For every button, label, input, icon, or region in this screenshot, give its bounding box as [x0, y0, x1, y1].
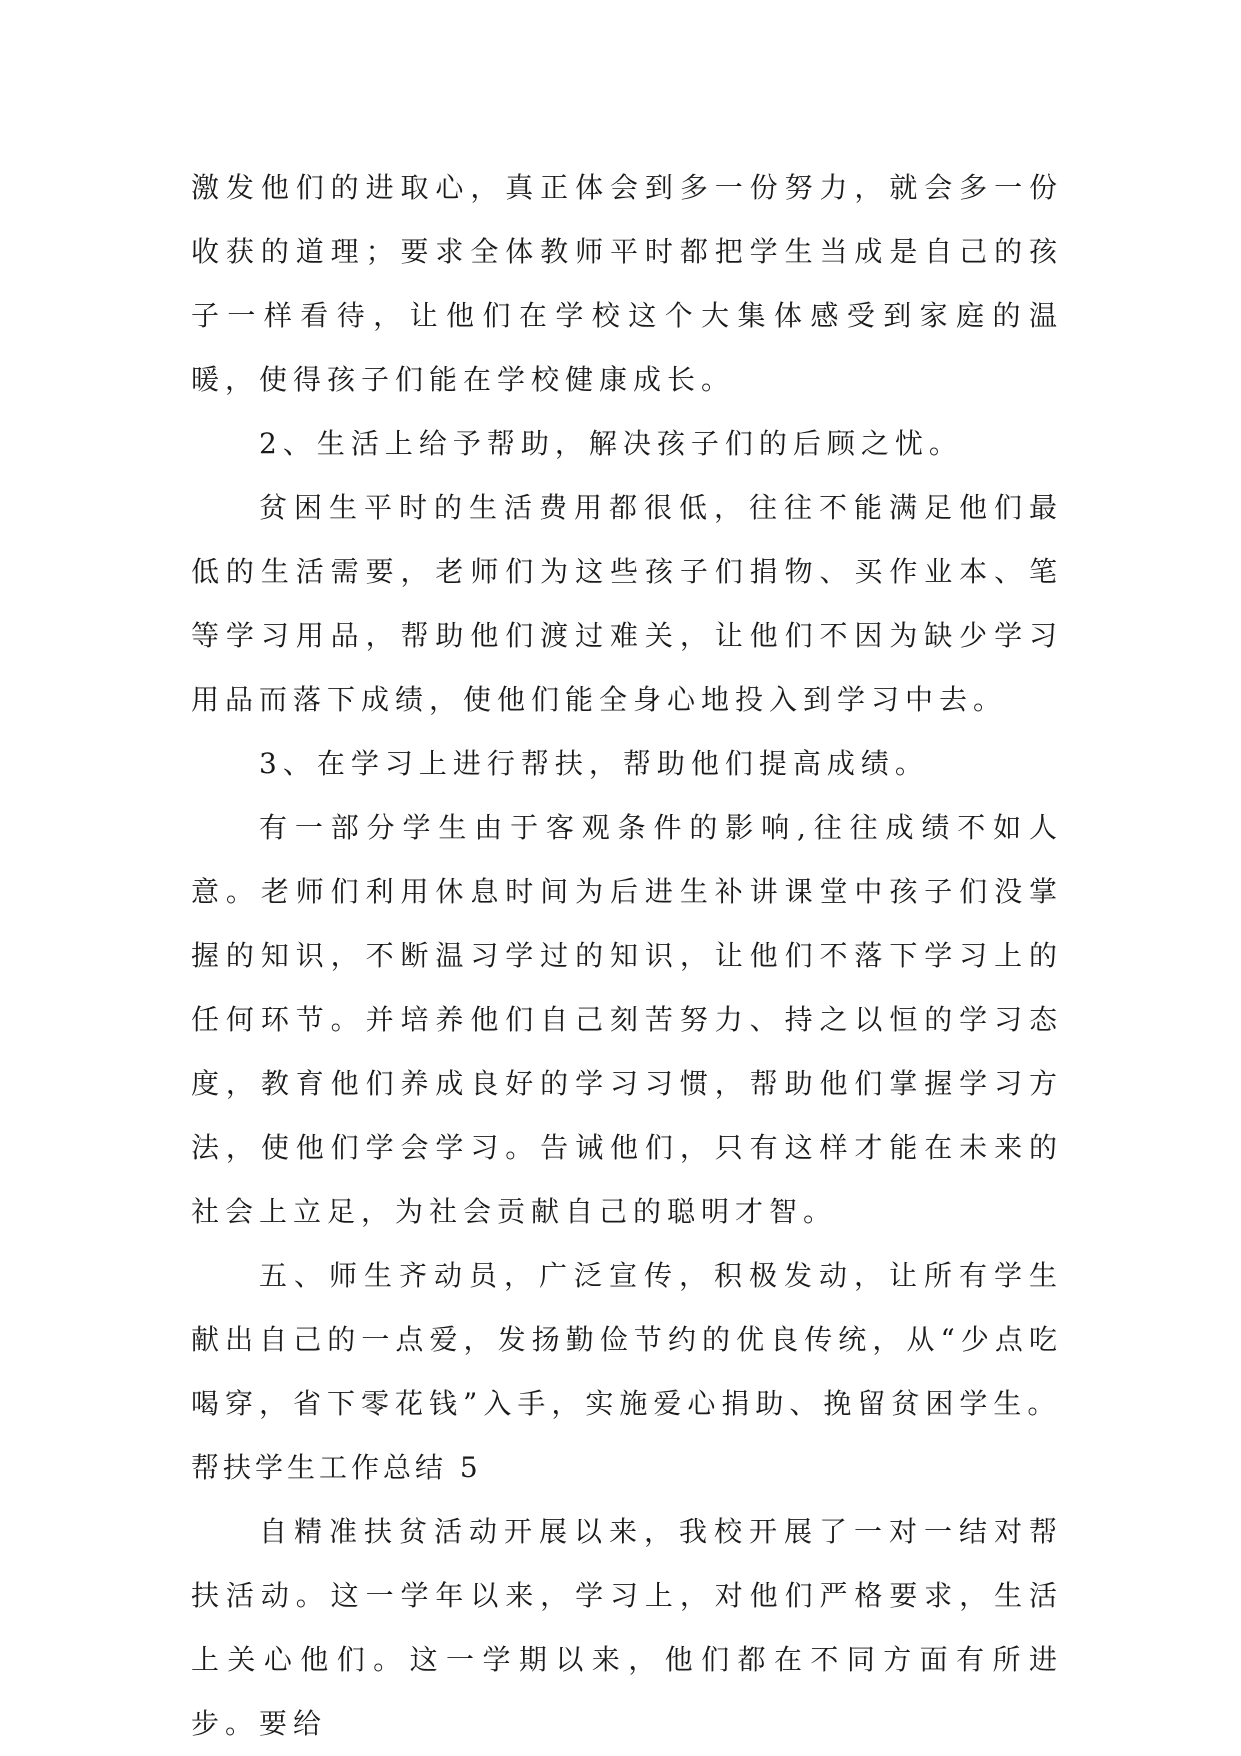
subheading-life-help: 2、生活上给予帮助，解决孩子们的后顾之忧。 — [259, 427, 963, 460]
document-body — [191, 156, 1063, 1756]
paragraph-continuation: 激发他们的进取心，真正体会到多一份努力，就会多一份收获的道理；要求全体教师平时都把学生当成是自己的孩子一样看待，让他们在学校这个大集体感受到家庭的温暖，使得孩子们能在学校健康成长。 — [191, 171, 1063, 396]
paragraph-study-help: 有一部分学生由于客观条件的影响,往往成绩不如人意。老师们利用休息时间为后进生补讲课堂中孩子们没掌握的知识，不断温习学过的知识，让他们不落下学习上的任何环节。并培养他们自己刻苦努力、持之以恒的学习态度，教育他们养成良好的学习习惯，帮助他们掌握学习方法，使他们学会学习。告诫他们，只有这样才能在未来的社会上立足，为社会贡献自己的聪明才智。 — [191, 811, 1063, 1228]
paragraph-life-help: 贫困生平时的生活费用都很低，往往不能满足他们最低的生活需要，老师们为这些孩子们捐物、买作业本、笔等学习用品，帮助他们渡过难关，让他们不因为缺少学习用品而落下成绩，使他们能全身心地投入到学习中去。 — [191, 491, 1063, 716]
paragraph-mobilization: 五、师生齐动员，广泛宣传，积极发动，让所有学生献出自己的一点爱，发扬勤俭节约的优良传统，从“少点吃喝穿，省下零花钱”入手，实施爱心捐助、挽留贫困学生。 — [191, 1259, 1063, 1420]
paragraph-section-intro: 自精准扶贫活动开展以来，我校开展了一对一结对帮扶活动。这一学年以来，学习上，对他们严格要求，生活上关心他们。这一学期以来，他们都在不同方面有所进步。要给 — [191, 1515, 1063, 1740]
section-title: 帮扶学生工作总结 5 — [191, 1451, 482, 1484]
subheading-study-help: 3、在学习上进行帮扶，帮助他们提高成绩。 — [259, 747, 929, 780]
